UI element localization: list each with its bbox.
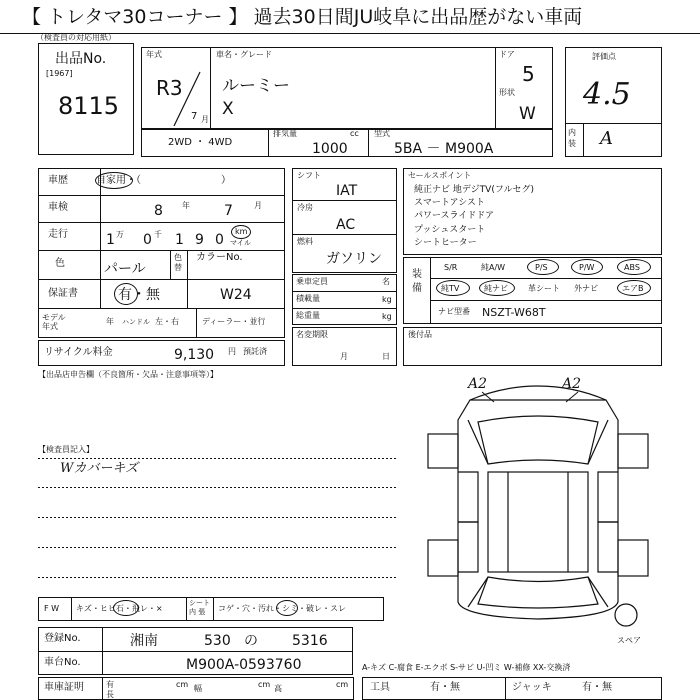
drive-value: 2WD ・ 4WD bbox=[168, 137, 233, 148]
registration-label: 登録No. bbox=[44, 633, 81, 644]
equip-airbag-circle bbox=[617, 280, 651, 296]
year-month-unit: 月 bbox=[201, 115, 209, 124]
displacement-unit: cc bbox=[350, 129, 359, 138]
mileage-d3: 0 bbox=[215, 232, 224, 248]
sales-point-3: パワースライドドア bbox=[414, 211, 495, 221]
capacity-row-3-unit: kg bbox=[382, 312, 392, 321]
equip-navi-circle bbox=[479, 280, 515, 296]
basic-info-box bbox=[38, 168, 285, 338]
mileage-label: 走行 bbox=[48, 229, 68, 240]
shift-value: IAT bbox=[336, 183, 358, 199]
equip-leather: 革シート bbox=[528, 284, 560, 293]
certificate-cm-1: cm bbox=[176, 680, 189, 689]
car-diagram bbox=[408, 372, 670, 640]
equip-pw: P/W bbox=[579, 263, 595, 272]
seat-label: シート 内 張 bbox=[189, 599, 210, 616]
equip-airbag: エアB bbox=[622, 284, 644, 293]
recycle-value: 9,130 bbox=[174, 347, 215, 363]
model-year-label: モデル年式 bbox=[42, 313, 66, 331]
displacement-value: 1000 bbox=[312, 141, 348, 157]
equip-sr: S/R bbox=[444, 263, 458, 272]
capacity-row-3-label: 総重量 bbox=[296, 311, 320, 320]
mileage-unit-mile: マイル bbox=[230, 239, 251, 247]
interior-label: 内装 bbox=[568, 128, 576, 148]
registration-number: 5316 bbox=[292, 633, 328, 649]
registration-expiry-label: 名変期限 bbox=[296, 330, 328, 339]
mileage-man-unit: 万 bbox=[116, 230, 124, 239]
mileage-unit-km: km bbox=[235, 227, 248, 236]
doors-label: ドア bbox=[499, 50, 515, 59]
top-note: （検査員の対応用紙） bbox=[36, 33, 116, 42]
registration-area: 湘南 bbox=[130, 633, 158, 649]
page-title: 【 トレタマ30コーナー 】 過去30日間JU岐阜に出品歴がない車両 bbox=[22, 6, 583, 28]
certificate-width: 幅 bbox=[194, 684, 202, 693]
registration-class: 530 bbox=[204, 633, 231, 649]
equip-pw-circle bbox=[571, 259, 603, 275]
history-label: 車歴 bbox=[48, 175, 68, 186]
fw-circle bbox=[113, 600, 139, 616]
mileage-man: 1 bbox=[106, 232, 115, 248]
seat-circle bbox=[276, 600, 298, 616]
certificate-cm-2: cm bbox=[258, 680, 271, 689]
diagram-mark-left: A2 bbox=[468, 376, 488, 392]
spare-label: スペア bbox=[617, 636, 641, 645]
sales-point-5: シートヒーター bbox=[414, 238, 477, 248]
post-fit-box bbox=[403, 327, 662, 366]
car-name: ルーミー bbox=[222, 76, 290, 96]
registration-expiry-month: 月 bbox=[340, 352, 348, 361]
inspection-month: 7 bbox=[224, 203, 233, 219]
year-label: 年式 bbox=[146, 50, 162, 59]
fw-value: キズ・ヒビ石・飛レ・× bbox=[76, 604, 163, 613]
warranty-value: 有・無 bbox=[118, 287, 160, 303]
capacity-row-1-label: 乗車定員 bbox=[296, 277, 328, 286]
inspector-notes-label: 【検査員記入】 bbox=[38, 445, 94, 454]
inspector-notes-text: Wカバーキズ bbox=[60, 461, 139, 476]
tools-value: 有・無 bbox=[430, 682, 460, 693]
warranty-circle bbox=[114, 283, 138, 305]
year-era: R3 bbox=[156, 76, 183, 100]
color-change-label: 色替 bbox=[174, 253, 182, 272]
year-month: 7 bbox=[191, 111, 198, 122]
certificate-cm-3: cm bbox=[336, 680, 349, 689]
tools-label: 工具 bbox=[370, 682, 390, 693]
model-value: 5BA － M900A bbox=[394, 141, 494, 157]
shape-label: 形状 bbox=[499, 88, 515, 97]
certificate-long: 長 bbox=[106, 690, 114, 699]
handle-value: 左・右 bbox=[155, 317, 179, 326]
mileage-km-circle bbox=[231, 225, 251, 239]
dealer-label: ディーラー・並行 bbox=[202, 317, 266, 326]
sales-point-4: プッシュスタート bbox=[414, 225, 486, 235]
inspection-month-unit: 月 bbox=[254, 201, 262, 210]
inspection-year-unit: 年 bbox=[182, 201, 190, 210]
shift-label: シフト bbox=[297, 171, 321, 180]
chassis-label: 車台No. bbox=[44, 657, 81, 668]
model-year-unit: 年 bbox=[106, 317, 114, 326]
doors-value: 5 bbox=[522, 62, 535, 86]
color-value: パール bbox=[104, 261, 146, 277]
score-label: 評価点 bbox=[592, 52, 616, 61]
car-label: 車名・グレード bbox=[216, 50, 272, 59]
capacity-row-2-label: 積載量 bbox=[296, 294, 320, 303]
displacement-label: 排気量 bbox=[273, 129, 297, 138]
exhibitor-notes-label: 【出品店申告欄（不良箇所・欠品・注意事項等）】 bbox=[38, 370, 218, 379]
inspection-label: 車検 bbox=[48, 202, 68, 213]
header-bar bbox=[0, 0, 700, 34]
mileage-d2: 9 bbox=[195, 232, 204, 248]
model-label: 型式 bbox=[374, 129, 390, 138]
recycle-label: リサイクル料金 bbox=[44, 347, 113, 358]
sales-point-2: スマートアシスト bbox=[414, 198, 485, 208]
navi-model-label: ナビ型番 bbox=[438, 307, 470, 316]
equip-abs-circle bbox=[617, 259, 651, 275]
mileage-sen-unit: 千 bbox=[154, 230, 162, 239]
equip-navi: 純ナビ bbox=[484, 284, 508, 293]
aircon-label: 冷房 bbox=[297, 203, 313, 212]
capacity-row-1-unit: 名 bbox=[382, 277, 390, 286]
damage-legend: A-キズ C-腐食 E-エクボ S-サビ U-凹ミ W-補修 XX-交換済 bbox=[362, 663, 571, 672]
fw-label: F W bbox=[44, 604, 60, 613]
score-value: 4.5 bbox=[583, 77, 631, 112]
color-label: 色 bbox=[55, 258, 65, 269]
equip-tv-circle bbox=[436, 280, 470, 296]
jack-label: ジャッキ bbox=[512, 682, 552, 693]
recycle-unit: 円 bbox=[228, 347, 236, 356]
certificate-label: 車庫証明 bbox=[44, 682, 84, 693]
navi-model-value: NSZT-W68T bbox=[482, 306, 546, 319]
equipment-label: 装備 bbox=[412, 269, 422, 294]
color-no-value: W24 bbox=[220, 287, 252, 303]
history-circle bbox=[95, 172, 133, 189]
history-value: 自家用・（ ） bbox=[96, 175, 231, 186]
chassis-value: M900A-0593760 bbox=[186, 657, 302, 673]
warranty-label: 保証書 bbox=[48, 288, 78, 299]
lot-sub: [1967] bbox=[46, 69, 73, 78]
color-no-label: カラーNo. bbox=[196, 252, 243, 263]
sales-point-1: 純正ナビ 地デジTV(フルセグ) bbox=[414, 185, 534, 195]
car-grade: X bbox=[222, 99, 234, 119]
equip-ps: P/S bbox=[535, 263, 548, 272]
aircon-value: AC bbox=[336, 217, 356, 233]
mileage-sen: 0 bbox=[143, 232, 152, 248]
equip-ps-circle bbox=[527, 259, 559, 275]
registration-kana: の bbox=[244, 633, 258, 649]
inspection-year: 8 bbox=[154, 203, 163, 219]
capacity-row-2-unit: kg bbox=[382, 295, 392, 304]
lot-number: 8115 bbox=[58, 92, 120, 120]
mileage-d1: 1 bbox=[175, 232, 184, 248]
equip-ext-navi: 外ナビ bbox=[574, 284, 598, 293]
equip-aw: 純A/W bbox=[481, 263, 506, 272]
shape-value: W bbox=[519, 104, 536, 124]
jack-value: 有・無 bbox=[582, 682, 612, 693]
seat-value: コゲ・穴・汚れ・シミ・破レ・スレ bbox=[218, 604, 346, 613]
registration-expiry-day: 日 bbox=[382, 352, 390, 361]
post-fit-label: 後付品 bbox=[408, 330, 432, 339]
recycle-note: 預託済 bbox=[243, 347, 267, 356]
equip-abs: ABS bbox=[624, 263, 640, 272]
certificate-height: 高 bbox=[274, 684, 282, 693]
fuel-value: ガソリン bbox=[326, 251, 382, 267]
handle-label: ハンドル bbox=[122, 318, 150, 326]
lot-label: 出品No. bbox=[55, 51, 107, 67]
equip-tv: 純TV bbox=[441, 284, 460, 293]
diagram-mark-right: A2 bbox=[562, 376, 582, 392]
interior-value: A bbox=[600, 128, 613, 149]
certificate-has: 有 bbox=[106, 680, 114, 689]
fuel-label: 燃料 bbox=[297, 237, 313, 246]
sales-points-label: セールスポイント bbox=[408, 171, 472, 180]
